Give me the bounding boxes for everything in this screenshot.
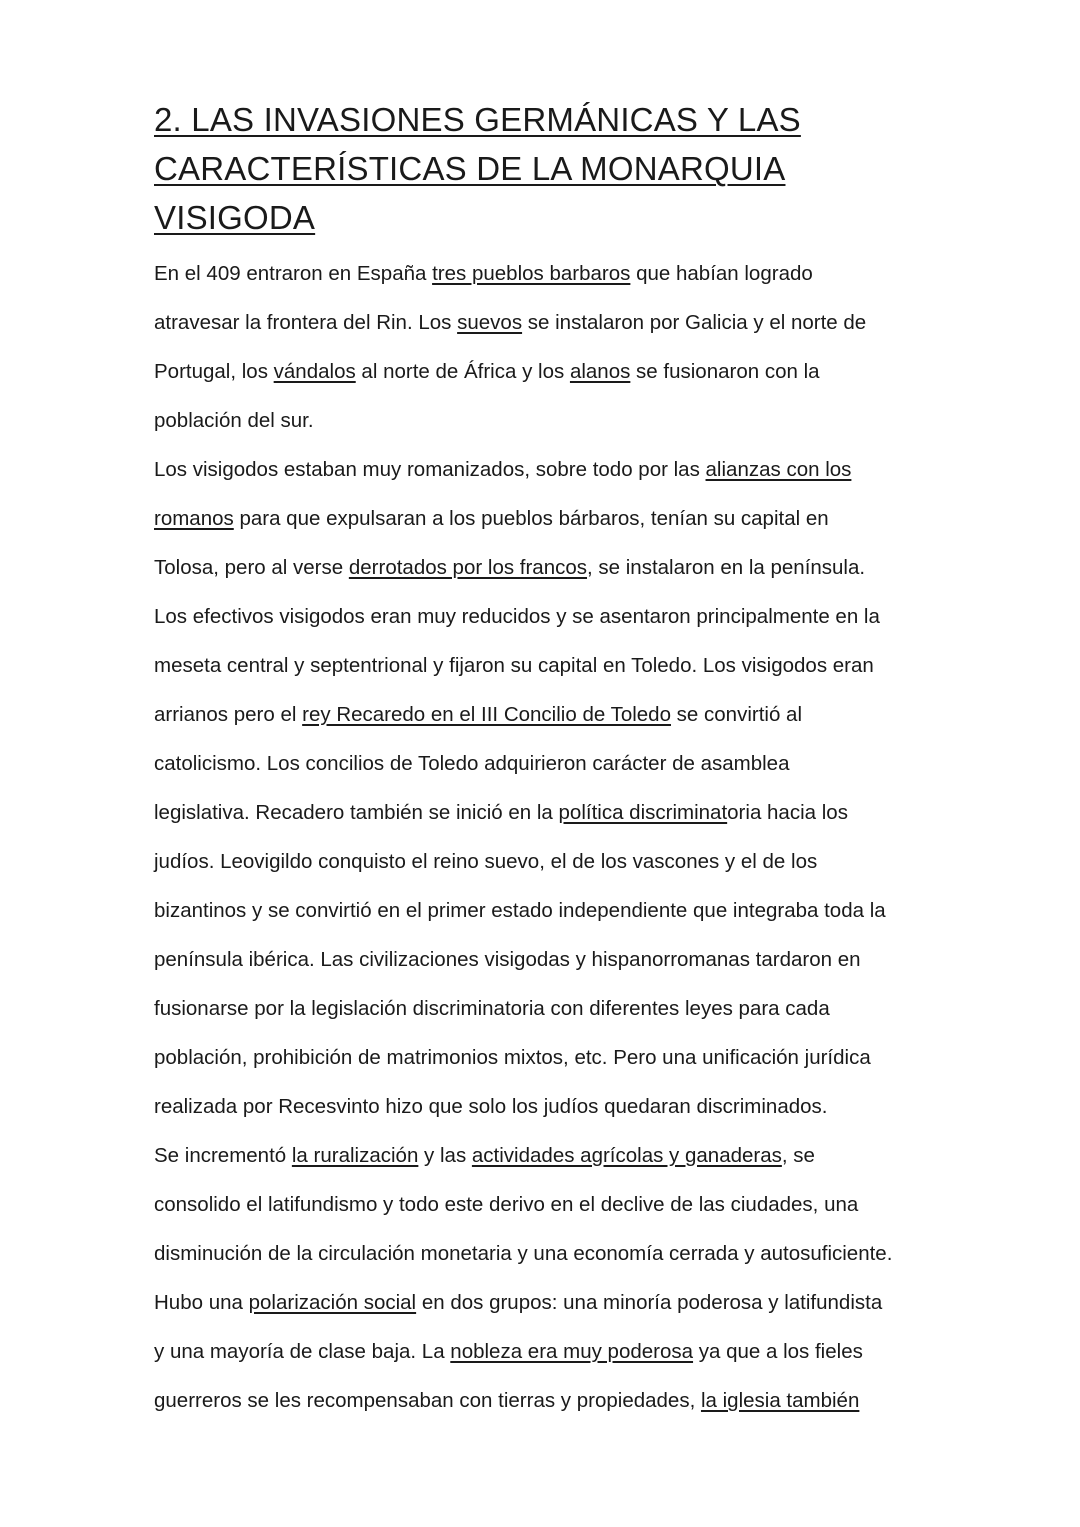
underlined-text: actividades agrícolas y ganaderas [471,1144,782,1167]
text-run: Portugal, los [154,360,274,383]
body-line [154,984,954,1033]
text-run: consolido el latifundismo y todo este derivo en el declive de las ciudades, una [154,1193,859,1216]
text-run: se fusionaron con la [630,360,820,383]
body-line [154,445,954,494]
text-run: Hubo una [154,1291,249,1314]
text-run: guerreros se les recompensaban con tierras y propiedades, [154,1389,701,1412]
underlined-text: polarización social [248,1291,417,1314]
underlined-text: tres pueblos barbaros [432,262,631,285]
text-run: disminución de la circulación monetaria y una economía cerrada y autosuficiente. [154,1242,893,1265]
text-run: población, prohibición de matrimonios mixtos, etc. Pero una unificación jurídica [154,1046,871,1069]
body-line [154,788,954,837]
document-body [154,249,954,1425]
text-run: fusionarse por la legislación discriminatoria con diferentes leyes para cada [154,997,830,1020]
body-line [154,494,954,543]
title-line: 2. LAS INVASIONES GERMÁNICAS Y LAS [154,101,801,138]
body-line [154,347,954,396]
underlined-text: política discriminat [558,801,728,824]
text-run: en dos grupos: una minoría poderosa y latifundista [416,1291,883,1314]
underlined-text: alianzas con los [705,458,852,481]
text-run: realizada por Recesvinto hizo que solo los judíos quedaran discriminados. [154,1095,828,1118]
underlined-text: vándalos [273,360,356,383]
body-line [154,739,954,788]
text-run: legislativa. Recadero también se inició en la [154,801,559,824]
text-run: atravesar la frontera del Rin. Los [154,311,458,334]
text-run: En el 409 entraron en España [154,262,433,285]
text-run: judíos. Leovigildo conquisto el reino suevo, el de los vascones y el de los [154,850,818,873]
text-run: arrianos pero el [154,703,303,726]
body-line [154,249,954,298]
text-run: meseta central y septentrional y fijaron su capital en Toledo. Los visigodos eran [154,654,874,677]
underlined-text: suevos [457,311,523,334]
text-run: para que expulsaran a los pueblos bárbaros, tenían su capital en [233,507,829,530]
body-line [154,1278,954,1327]
body-line [154,1376,954,1425]
text-run: que habían logrado [630,262,813,285]
underlined-text: la ruralización [291,1144,419,1167]
underlined-text: nobleza era muy poderosa [450,1340,694,1363]
text-run: , se [781,1144,815,1167]
body-line [154,1082,954,1131]
body-line [154,1180,954,1229]
text-run: ya que a los fieles [693,1340,863,1363]
text-run: oria hacia los [727,801,848,824]
body-line [154,886,954,935]
body-line [154,543,954,592]
text-run: Se incrementó [154,1144,292,1167]
body-line [154,690,954,739]
body-line [154,837,954,886]
text-run: catolicismo. Los concilios de Toledo adquirieron carácter de asamblea [154,752,790,775]
text-run: se convirtió al [670,703,803,726]
text-run: Tolosa, pero al verse [154,556,349,579]
body-line [154,298,954,347]
text-run: se instalaron por Galicia y el norte de [522,311,867,334]
body-line [154,1033,954,1082]
text-run: al norte de África y los [355,360,570,383]
text-run: Los efectivos visigodos eran muy reducidos y se asentaron principalmente en la [154,605,880,628]
document-page [154,95,954,1425]
text-run: península ibérica. Las civilizaciones visigodas y hispanorromanas tardaron en [154,948,861,971]
text-run: , se instalaron en la península. [587,556,866,579]
document-title [154,95,954,242]
underlined-text: la iglesia también [700,1389,860,1412]
text-run: y las [418,1144,472,1167]
title-line: VISIGODA [154,199,316,236]
underlined-text: derrotados por los francos [348,556,588,579]
body-line [154,1327,954,1376]
body-line [154,935,954,984]
underlined-text: romanos [154,507,234,530]
body-line [154,1131,954,1180]
underlined-text: rey Recaredo en el III Concilio de Toledo [302,703,671,726]
text-run: población del sur. [154,409,314,432]
body-line [154,396,954,445]
body-line [154,641,954,690]
body-line [154,592,954,641]
text-run: bizantinos y se convirtió en el primer estado independiente que integraba toda la [154,899,886,922]
body-line [154,1229,954,1278]
title-line: CARACTERÍSTICAS DE LA MONARQUIA [154,150,786,187]
text-run: Los visigodos estaban muy romanizados, sobre todo por las [154,458,706,481]
underlined-text: alanos [569,360,631,383]
text-run: y una mayoría de clase baja. La [154,1340,451,1363]
